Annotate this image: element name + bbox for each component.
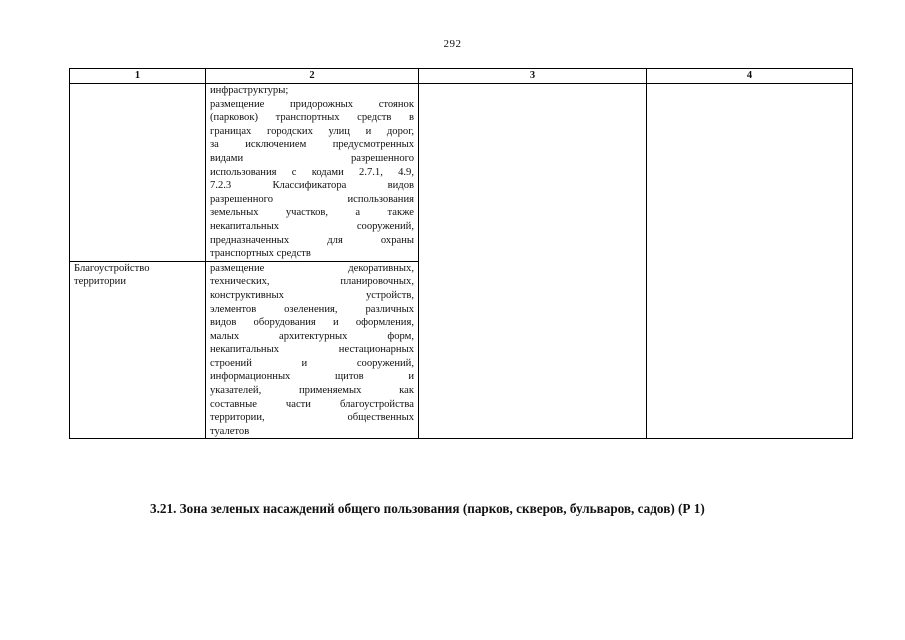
page-number: 292 [443,38,462,50]
zoning-table [69,68,853,439]
use-description-line: (парковок) транспортных средств в [210,112,414,124]
use-type-line: территории [74,276,127,288]
use-description-line: размещение декоративных, [210,262,414,274]
use-description-cell [206,261,419,439]
column-header-1: 1 [70,69,206,84]
use-description-line: использования с кодами 2.7.1, 4.9, [210,166,414,178]
use-description-line: разрешенного использования [210,193,414,205]
use-description-cell [206,84,419,262]
use-description-line: некапитальных нестационарных [210,344,414,356]
use-description-line: территории, общественных [210,412,414,424]
section-heading: 3.21. Зона зеленых насаждений общего пользования (парков, скверов, бульваров, садов) (Р 1) [150,501,705,516]
column-3-cell [419,84,647,439]
use-description-line: конструктивных устройств, [210,289,414,301]
table-header-row [70,69,853,84]
use-description-line: видами разрешенного [210,152,414,164]
use-description-line: технических, планировочных, [210,276,414,288]
use-type-line: Благоустройство [74,262,150,274]
column-4-cell [647,84,853,439]
use-description-line: за исключением предусмотренных [210,139,414,151]
use-description-line: размещение придорожных стоянок [210,98,414,110]
use-description-line: земельных участков, а также [210,207,414,219]
use-description-line: указателей, применяемых как [210,385,414,397]
table-row [70,84,853,262]
use-description-line: информационных щитов и [210,371,414,383]
use-description-line: составные части благоустройства [210,398,414,410]
use-description-line: строений и сооружений, [210,357,414,369]
use-description-line: элементов озеленения, различных [210,303,414,315]
use-description-line: малых архитектурных форм, [210,330,414,342]
column-header-3: 3 [419,69,647,84]
use-description-line: туалетов [210,425,250,437]
use-description-line: 7.2.3 Классификатора видов [210,180,414,192]
use-description-line: транспортных средств [210,248,311,260]
use-type-cell [70,84,206,262]
use-description-line: видов оборудования и оформления, [210,317,414,329]
column-header-2: 2 [206,69,419,84]
use-description-line: инфраструктуры; [210,85,289,96]
use-type-cell [70,261,206,439]
column-header-4: 4 [647,69,853,84]
use-description-line: предназначенных для охраны [210,234,414,246]
use-description-line: границах городских улиц и дорог, [210,125,414,137]
use-description-line: некапитальных сооружений, [210,220,414,232]
